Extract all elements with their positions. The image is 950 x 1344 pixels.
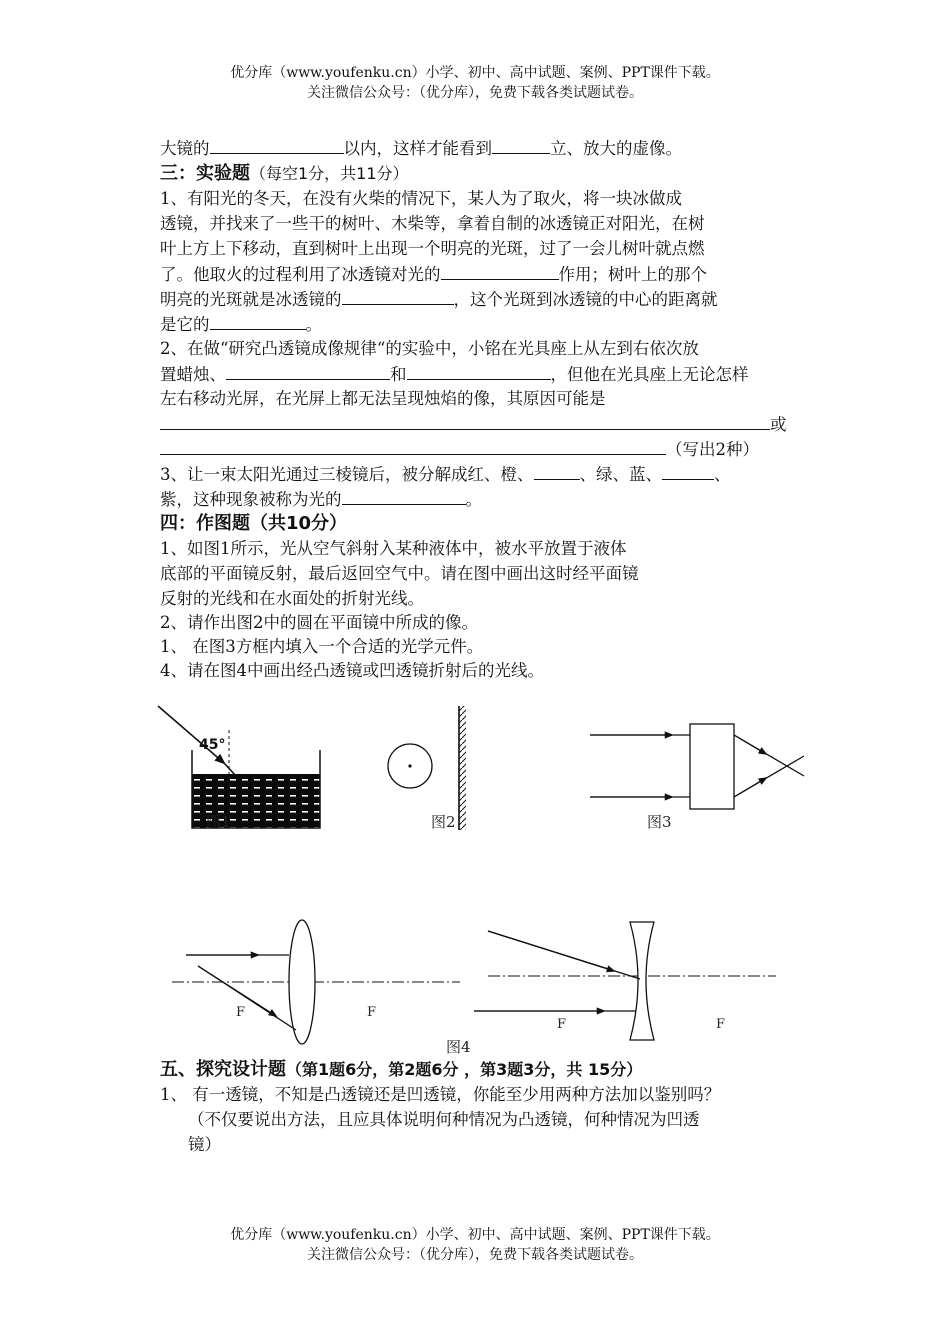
figure-3-label: 图3: [647, 813, 672, 831]
text: 置蜡烛、: [160, 365, 226, 384]
q4-1-line-2: 底部的平面镜反射，最后返回空气中。请在图中画出这时经平面镜: [160, 564, 639, 583]
text: 大镜的: [160, 139, 210, 158]
focus-label: F: [557, 1017, 567, 1032]
figure-4-convex: [172, 920, 460, 1044]
q5-1-line-3: 镜）: [188, 1135, 221, 1154]
figure-1-label: 图1: [206, 813, 231, 831]
q4-1-line-1: 1、如图1所示，光从空气斜射入某种液体中，被水平放置于液体: [160, 539, 627, 558]
header-line-1: 优分库（www.youfenku.cn）小学、初中、高中试题、案例、PPT课件下载。: [230, 65, 720, 81]
footer-line-1: 优分库（www.youfenku.cn）小学、初中、高中试题、案例、PPT课件下载。: [230, 1227, 720, 1243]
q3-2-line-3: 左右移动光屏，在光屏上都无法呈现烛焰的像，其原因可能是: [160, 389, 606, 408]
q3-1-line-1: 1、有阳光的冬天，在没有火柴的情况下，某人为了取火，将一块冰做成: [160, 189, 682, 208]
section-4-title: 四：作图题（共10分）: [160, 513, 348, 534]
section-title-text: 五、探究设计题: [160, 1059, 286, 1080]
text: 。: [465, 490, 482, 509]
text: ，但他在光具座上无论怎样: [550, 365, 749, 384]
q4-3-line: 1、 在图3方框内填入一个合适的光学元件。: [160, 637, 484, 656]
header-line-2: 关注微信公众号：（优分库），免费下载各类试题试卷。: [307, 85, 643, 101]
section-note: （第1题6分，第2题6分 ，第3题3分，共 15分）: [286, 1060, 643, 1079]
text: 是它的: [160, 315, 210, 334]
oblique-ray-arrow: [488, 931, 614, 971]
text: 3、让一束太阳光通过三棱镜后，被分解成红、橙、: [160, 465, 534, 484]
q5-1-line-1: 1、 有一透镜，不知是凸透镜还是凹透镜，你能至少用两种方法加以鉴别吗？: [160, 1085, 721, 1104]
output-ray-bottom-arrow: [734, 778, 766, 797]
focus-label: F: [236, 1005, 246, 1020]
text: 或: [770, 415, 787, 434]
text: 。: [305, 315, 322, 334]
text: 和: [390, 365, 407, 384]
incident-ray: [158, 706, 224, 763]
section-title-text: 三：实验题: [160, 163, 250, 184]
text: 、: [714, 465, 731, 484]
text: 紫，这种现象被称为光的: [160, 490, 342, 509]
figure-4-concave: [474, 922, 776, 1040]
section-5-title: [160, 1058, 642, 1082]
figure-2: [388, 706, 466, 831]
figure-1: [158, 706, 320, 831]
text: 明亮的光斑就是冰透镜的: [160, 290, 342, 309]
text: 立、放大的虚像。: [550, 139, 682, 158]
optical-box[interactable]: [690, 724, 734, 809]
figure-4-label: 图4: [446, 1038, 471, 1056]
section-note: （每空1分，共11分）: [250, 164, 409, 183]
text: 了。他取火的过程利用了冰透镜对光的: [160, 265, 441, 284]
focus-label: F: [367, 1005, 377, 1020]
convex-lens: [289, 920, 315, 1044]
text: 作用；树叶上的那个: [558, 265, 707, 284]
output-ray-top-arrow: [734, 735, 766, 754]
q3-1-line-2: 透镜，并找来了一些干的树叶、木柴等，拿着自制的冰透镜正对阳光，在树: [160, 214, 705, 233]
text: 以内，这样才能看到: [343, 139, 492, 158]
q3-1-line-3: 叶上方上下移动，直到树叶上出现一个明亮的光斑，过了一会儿树叶就点燃: [160, 239, 705, 258]
circle-center: [408, 764, 411, 767]
q3-2-line-1: 2、在做“研究凸透镜成像规律“的实验中，小铭在光具座上从左到右依次放: [160, 339, 699, 358]
concave-lens: [630, 922, 654, 1040]
q4-4-line: 4、请在图4中画出经凸透镜或凹透镜折射后的光线。: [160, 661, 544, 680]
figure-3: [590, 724, 804, 831]
q4-1-line-3: 反射的光线和在水面处的折射光线。: [160, 589, 424, 608]
focus-label: F: [716, 1017, 726, 1032]
text: （写出2种）: [666, 440, 759, 459]
q4-2-line: 2、请作出图2中的圆在平面镜中所成的像。: [160, 613, 478, 632]
figure-2-label: 图2: [431, 813, 456, 831]
text: 、绿、蓝、: [579, 465, 662, 484]
angle-label: 45°: [199, 737, 226, 753]
mirror-hatch: [459, 706, 466, 830]
q5-1-line-2: （不仅要说出方法，且应具体说明何种情况为凸透镜，何种情况为凹透: [188, 1110, 700, 1129]
text: ，这个光斑到冰透镜的中心的距离就: [453, 290, 718, 309]
footer-line-2: 关注微信公众号：（优分库），免费下载各类试题试卷。: [307, 1247, 643, 1263]
